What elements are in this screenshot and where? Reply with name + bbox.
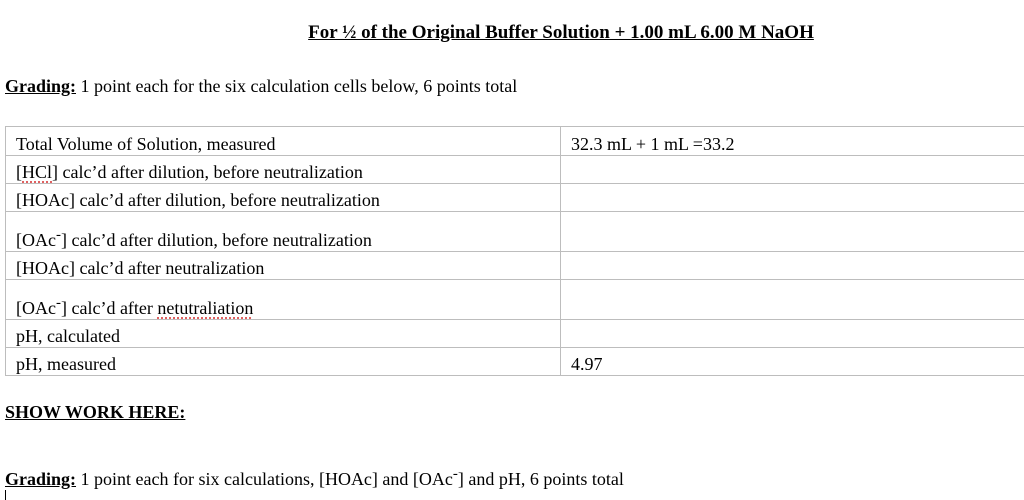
table-row bbox=[6, 320, 1024, 348]
row-label: [OAc-] calc’d after dilution, before neutralization bbox=[6, 212, 561, 252]
grading-text: 1 point each for six calculations, [HOAc] and [OAc-] and pH, 6 points total bbox=[80, 466, 624, 489]
row-value-cell[interactable] bbox=[561, 212, 1024, 252]
row-label: [HCl] calc’d after dilution, before neutralization bbox=[6, 156, 561, 184]
table-row bbox=[6, 280, 1024, 320]
table-row bbox=[6, 127, 1024, 156]
table-row bbox=[6, 348, 1024, 376]
table-row bbox=[6, 156, 1024, 184]
row-value-cell[interactable]: 32.3 mL + 1 mL =33.2 bbox=[561, 127, 1024, 156]
text-cursor bbox=[5, 490, 6, 500]
row-label: [OAc-] calc’d after netutraliation bbox=[6, 280, 561, 320]
calculation-table bbox=[5, 126, 1024, 376]
row-label: pH, measured bbox=[6, 348, 561, 376]
grading-text: 1 point each for the six calculation cells below, 6 points total bbox=[80, 76, 518, 96]
table-row bbox=[6, 212, 1024, 252]
grading-note-top bbox=[5, 76, 517, 97]
row-label: Total Volume of Solution, measured bbox=[6, 127, 561, 156]
grading-label: Grading: bbox=[5, 76, 77, 96]
grading-note-bottom bbox=[5, 466, 624, 490]
show-work-heading: SHOW WORK HERE: bbox=[5, 402, 186, 422]
row-value-cell[interactable] bbox=[561, 320, 1024, 348]
row-label: [HOAc] calc’d after neutralization bbox=[6, 252, 561, 280]
page-title: For ½ of the Original Buffer Solution + 1.00 mL 6.00 M NaOH bbox=[308, 22, 814, 43]
row-value-cell[interactable] bbox=[561, 184, 1024, 212]
row-label: pH, calculated bbox=[6, 320, 561, 348]
row-value-cell[interactable] bbox=[561, 252, 1024, 280]
table-row bbox=[6, 184, 1024, 212]
table-row bbox=[6, 252, 1024, 280]
row-value-cell[interactable]: 4.97 bbox=[561, 348, 1024, 376]
row-value-cell[interactable] bbox=[561, 156, 1024, 184]
grading-label: Grading: bbox=[5, 469, 77, 489]
row-value-cell[interactable] bbox=[561, 280, 1024, 320]
row-label: [HOAc] calc’d after dilution, before neutralization bbox=[6, 184, 561, 212]
